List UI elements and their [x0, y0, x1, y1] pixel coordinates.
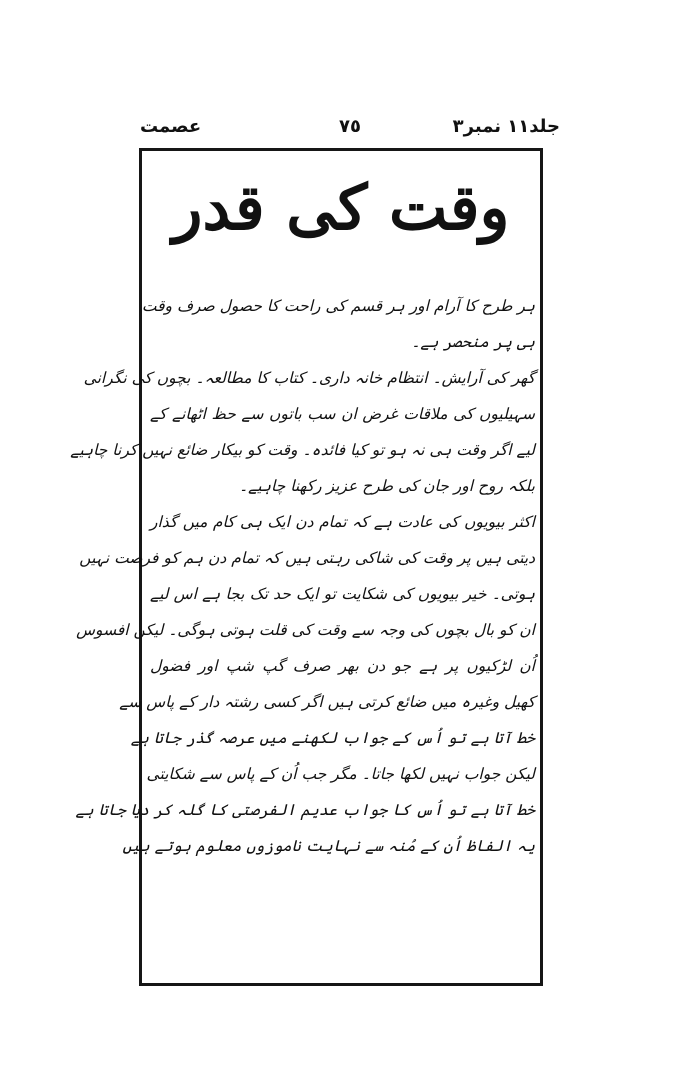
text-line: اُن لڑکیوں پر ہے جو دن بھر صرف گپ شپ اور فضول	[150, 657, 535, 675]
text-line: ہی پر منحصر ہے۔	[411, 333, 535, 351]
journal-name: عصمت	[140, 116, 202, 137]
issue-number: جلد١١ نمبر٣	[452, 116, 560, 137]
text-line: لیکن جواب نہیں لکھا جاتا۔ مگر جب اُن کے پاس سے شکایتی	[146, 765, 535, 783]
article-title: وقت کی قدر	[172, 171, 510, 244]
text-line: ان کو بال بچوں کی وجہ سے وقت کی قلت ہوتی ہوگی۔ لیکن افسوس	[76, 621, 535, 639]
text-line: دیتی ہیں پر وقت کی شاکی رہتی ہیں کہ تمام دن ہم کو فرصت نہیں	[79, 549, 535, 567]
text-line: ہر طرح کا آرام اور ہر قسم کی راحت کا حصول صرف وقت	[141, 297, 535, 315]
page-number: ٧٥	[339, 116, 361, 137]
text-line: اکثر بیویوں کی عادت ہے کہ تمام دن ایک ہی کام میں گذار	[150, 513, 535, 531]
text-line: ہوتی۔ خیر بیویوں کی شکایت تو ایک حد تک بجا ہے اس لیے	[150, 585, 535, 603]
text-line: کھیل وغیرہ میں ضائع کرتی ہیں اگر کسی رشتہ دار کے پاس سے	[119, 693, 535, 711]
text-line: خط آتا ہے تو اُس کا جواب عدیم الفرصتی کا گلہ کر دیا جاتا ہے	[75, 801, 535, 819]
article-body	[70, 288, 535, 978]
text-line: لیے اگر وقت ہی نہ ہو تو کیا فائدہ۔ وقت کو بیکار ضائع نہیں کرنا چاہیے	[70, 441, 535, 459]
text-line: سہیلیوں کی ملاقات غرض ان سب باتوں سے حظ اٹھانے کے	[150, 405, 535, 423]
text-line: خط آتا ہے تو اُس کے جواب لکھنے میں عرصہ گذر جاتا ہے	[130, 729, 535, 747]
text-line: یہ الفاظ اُن کے مُنہ سے نہایت ناموزوں معلوم ہوتے ہیں	[122, 837, 535, 855]
text-line: بلکہ روح اور جان کی طرح عزیز رکھنا چاہیے۔	[239, 477, 535, 495]
running-head	[140, 112, 560, 142]
text-line: گھر کی آرایش۔ انتظام خانہ داری۔ کتاب کا مطالعہ۔ بچوں کی نگرانی	[83, 369, 535, 387]
